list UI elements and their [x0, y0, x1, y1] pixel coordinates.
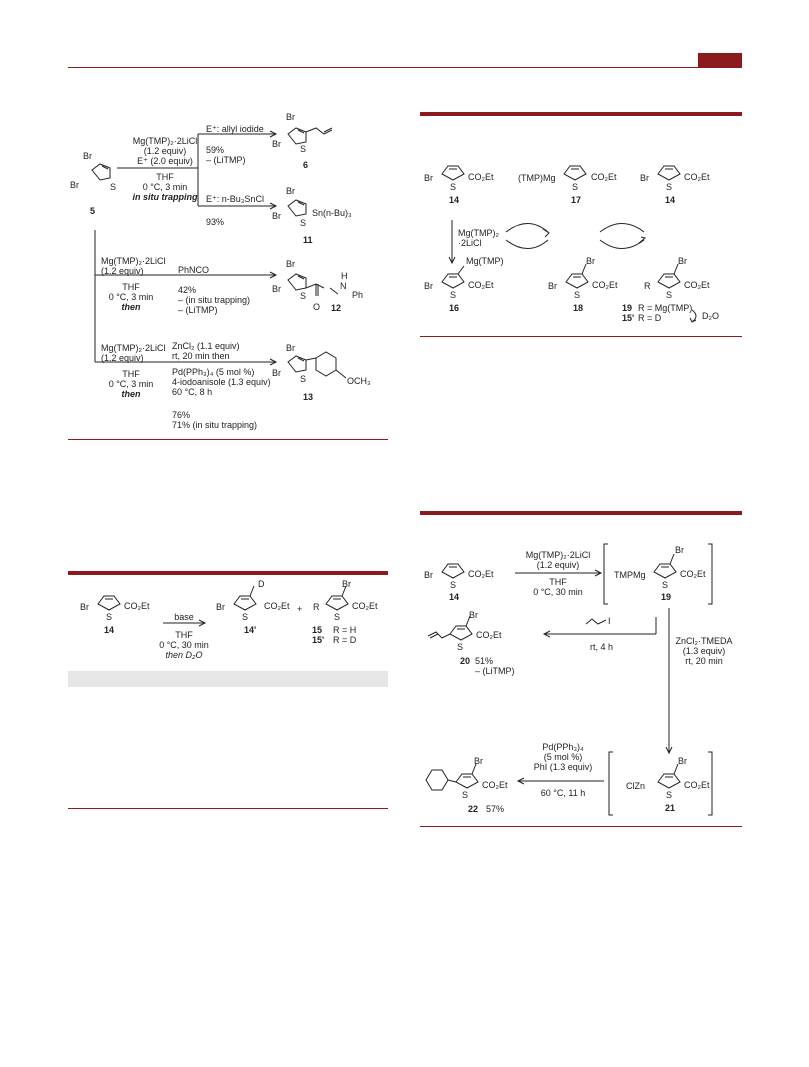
s4-21-clzn: ClZn: [626, 781, 646, 791]
s3-d2o: D₂O: [702, 311, 719, 321]
b3-cond5: 60 °C, 8 h: [172, 387, 213, 397]
s3-14b-br: Br: [640, 173, 649, 183]
s4-20-co2et: CO₂Et: [476, 630, 502, 640]
s3-19-r: R: [644, 281, 651, 291]
compound-label-15prime: 15': [312, 635, 325, 645]
allyl-iodide-i: I: [608, 616, 611, 626]
scheme4-bottom-rule: [420, 826, 742, 827]
compound-label-14-s4: 14: [449, 592, 460, 602]
s4-cond3: THF: [549, 577, 567, 587]
conditions-eplus: E⁺ (2.0 equiv): [137, 156, 193, 166]
sm14-br: Br: [80, 602, 89, 612]
p6-s: S: [300, 144, 307, 154]
s3-15prime-rdef: R = D: [638, 313, 662, 323]
p12-ph: Ph: [352, 290, 364, 300]
sm5-br2: Br: [70, 180, 79, 190]
p12-s: S: [300, 291, 307, 301]
s4-20-br: Br: [469, 610, 478, 620]
scheme2-solvent: THF: [175, 630, 193, 640]
e1-text: E⁺: allyl iodide: [206, 124, 264, 134]
s3-16-co2et: CO₂Et: [468, 280, 494, 290]
sm14-co2et: CO₂Et: [124, 601, 150, 611]
b3-cond3: Pd(PPh₃)₄ (5 mol %): [172, 367, 255, 377]
compound-label-18: 18: [573, 303, 584, 313]
p15-co2et: CO₂Et: [352, 601, 378, 611]
s3-reagent1: Mg(TMP)₂: [458, 228, 499, 238]
s3-14-s: S: [450, 182, 457, 192]
s3-reagent2: ·2LiCl: [458, 238, 482, 248]
compound-label-19-s4: 19: [661, 592, 672, 602]
s4-14-co2et: CO₂Et: [468, 569, 494, 579]
b3-reagent: Mg(TMP)₂·2LiCl: [101, 343, 166, 353]
compound-label-14: 14: [104, 625, 115, 635]
s4-20-yield: 51%: [475, 656, 494, 666]
p13-s: S: [300, 374, 307, 384]
conditions-trap: in situ trapping: [132, 192, 198, 202]
s4-20-s: S: [457, 642, 464, 652]
b3-then: then: [121, 389, 141, 399]
s4-21-co2et: CO₂Et: [684, 780, 710, 790]
b3-cond4: 4-iodoanisole (1.3 equiv): [172, 377, 271, 387]
p14prime-co2et: CO₂Et: [264, 601, 290, 611]
scheme2-then: then D₂O: [165, 650, 203, 660]
s3-18-br: Br: [548, 281, 557, 291]
s3-16-mgtmp: Mg(TMP): [466, 256, 504, 266]
conditions-equiv: (1.2 equiv): [143, 146, 187, 156]
p11-br2: Br: [272, 211, 281, 221]
s4-14-s: S: [450, 580, 457, 590]
compound-label-12: 12: [331, 303, 342, 313]
s3-18-br-top: Br: [586, 256, 595, 266]
compound-label-15: 15: [312, 625, 323, 635]
b3-cond1: ZnCl₂ (1.1 equiv): [172, 341, 240, 351]
sm5-br1: Br: [83, 151, 92, 161]
p6-br1: Br: [286, 112, 295, 122]
s3-14-co2et: CO₂Et: [468, 172, 494, 182]
s4-19-br: Br: [675, 545, 684, 555]
s3-16-br: Br: [424, 281, 433, 291]
s4-zn1: ZnCl₂·TMEDA: [675, 636, 733, 646]
b2-note1: – (in situ trapping): [178, 295, 251, 305]
e1-note: – (LiTMP): [206, 155, 246, 165]
s4-22-s: S: [462, 790, 469, 800]
compound-label-14prime: 14': [244, 625, 257, 635]
p11-br1: Br: [286, 186, 295, 196]
b3-equiv: (1.2 equiv): [101, 353, 144, 363]
s3-14b-co2et: CO₂Et: [684, 172, 710, 182]
b3-yield2: 71% (in situ trapping): [172, 420, 258, 430]
p15-rdef: R = H: [333, 625, 357, 635]
s3-19-co2et: CO₂Et: [684, 280, 710, 290]
conditions-solvent: THF: [156, 172, 174, 182]
s4-21-s: S: [666, 790, 673, 800]
compound-label-22: 22: [468, 804, 479, 814]
scheme2-base: base: [174, 612, 194, 622]
b2-note2: – (LiTMP): [178, 305, 218, 315]
b2-equiv: (1.2 equiv): [101, 266, 144, 276]
b3-cond2: rt, 20 min then: [172, 351, 230, 361]
e2-text: E⁺: n-Bu₃SnCl: [206, 194, 264, 204]
s4-20-note: – (LiTMP): [475, 666, 515, 676]
compound-label-15prime-s3: 15': [622, 313, 635, 323]
s4-19-tmpmg: TMPMg: [614, 570, 646, 580]
compound-label-20: 20: [460, 656, 471, 666]
s3-14-br: Br: [424, 173, 433, 183]
p12-br1: Br: [286, 259, 295, 269]
p12-o: O: [313, 302, 321, 312]
s4-cond4: 0 °C, 30 min: [533, 587, 583, 597]
compound-label-16: 16: [449, 303, 460, 313]
s3-19-s: S: [666, 290, 673, 300]
p13-och3: OCH₃: [347, 376, 371, 386]
p11-sn: Sn(n-Bu)₃: [312, 208, 352, 218]
s4-22-yield: 57%: [486, 804, 505, 814]
p12-h: H: [341, 271, 348, 281]
s4-cond1: Mg(TMP)₂·2LiCl: [525, 550, 591, 560]
p11-s: S: [300, 218, 307, 228]
p14prime-br: Br: [216, 602, 225, 612]
p14prime-s: S: [242, 612, 249, 622]
s4-22-co2et: CO₂Et: [482, 780, 508, 790]
s4-allyl-cond: rt, 4 h: [590, 642, 614, 652]
compound-label-13: 13: [303, 392, 314, 402]
compound-label-14-s3: 14: [449, 195, 460, 205]
p15-s: S: [334, 612, 341, 622]
p6-br2: Br: [272, 139, 281, 149]
s4-pd1: Pd(PPh₃)₄: [542, 742, 584, 752]
s4-pd2: (5 mol %): [543, 752, 583, 762]
b3-temp: 0 °C, 3 min: [108, 379, 154, 389]
compound-label-6: 6: [303, 160, 309, 170]
s3-14b-s: S: [666, 182, 673, 192]
s4-22-br: Br: [474, 756, 483, 766]
s3-19-br: Br: [678, 256, 687, 266]
s3-17-co2et: CO₂Et: [591, 172, 617, 182]
p15-br: Br: [342, 579, 351, 589]
s3-19-rdef: R = Mg(TMP): [638, 303, 693, 313]
b2-temp: 0 °C, 3 min: [108, 292, 154, 302]
compound-label-19: 19: [622, 303, 633, 313]
e1-yield: 59%: [206, 145, 225, 155]
s4-cond2: (1.2 equiv): [536, 560, 580, 570]
scheme2-cond: 0 °C, 30 min: [159, 640, 209, 650]
s4-pd3: PhI (1.3 equiv): [533, 762, 593, 772]
p15-r: R: [313, 602, 320, 612]
s3-18-co2et: CO₂Et: [592, 280, 618, 290]
conditions-reagent: Mg(TMP)₂·2LiCl: [132, 136, 198, 146]
s4-pd4: 60 °C, 11 h: [540, 788, 586, 798]
sm5-s: S: [110, 182, 117, 192]
p15prime-rdef: R = D: [333, 635, 357, 645]
s3-16-s: S: [450, 290, 457, 300]
s4-zn3: rt, 20 min: [685, 656, 723, 666]
s3-18-s: S: [574, 290, 581, 300]
plus-sign: +: [297, 604, 303, 614]
b2-yield: 42%: [178, 285, 197, 295]
s4-21-br: Br: [678, 756, 687, 766]
sm14-s: S: [106, 612, 113, 622]
b3-yield1: 76%: [172, 410, 191, 420]
b2-solvent: THF: [122, 282, 140, 292]
b2-reagent: Mg(TMP)₂·2LiCl: [101, 256, 166, 266]
p13-br1: Br: [286, 343, 295, 353]
s3-17-tmpmg: (TMP)Mg: [518, 173, 556, 183]
s3-17-s: S: [572, 182, 579, 192]
compound-label-17: 17: [571, 195, 582, 205]
p12-n: N: [340, 281, 347, 291]
p14prime-d: D: [258, 579, 265, 589]
s4-14-br: Br: [424, 570, 433, 580]
s4-19-s: S: [662, 580, 669, 590]
compound-label-14b-s3: 14: [665, 195, 676, 205]
conditions-temp: 0 °C, 3 min: [142, 182, 188, 192]
b3-solvent: THF: [122, 369, 140, 379]
b2-electrophile: PhNCO: [178, 265, 210, 275]
compound-label-5: 5: [90, 206, 96, 216]
s4-zn2: (1.3 equiv): [682, 646, 726, 656]
p12-br2: Br: [272, 284, 281, 294]
e2-yield: 93%: [206, 217, 225, 227]
compound-label-11: 11: [303, 235, 313, 245]
compound-label-21: 21: [665, 803, 676, 813]
b2-then: then: [121, 302, 141, 312]
s4-19-co2et: CO₂Et: [680, 569, 706, 579]
p13-br2: Br: [272, 368, 281, 378]
